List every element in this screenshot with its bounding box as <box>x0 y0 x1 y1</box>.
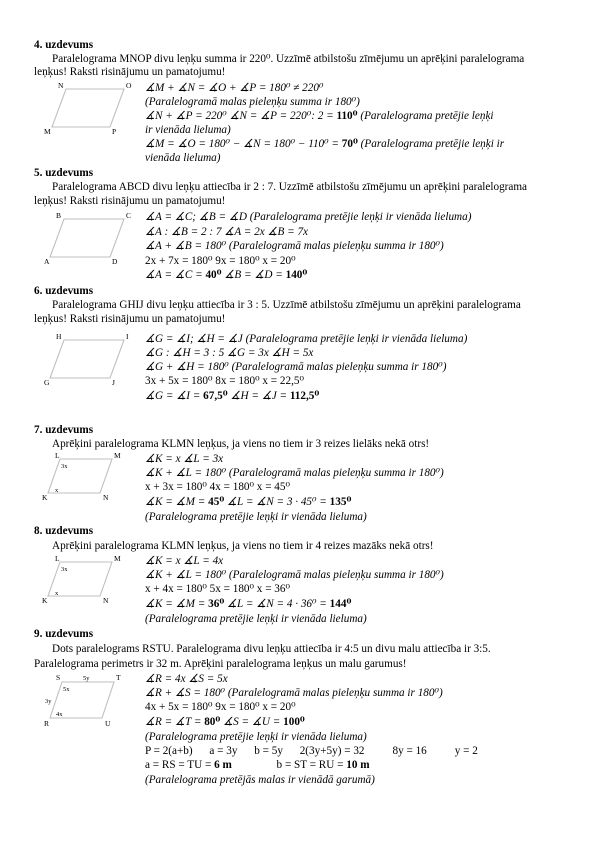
task-5-step-1: ∡A = ∡C; ∡B = ∡D (Paralelograma pretējie leņķi ir vienāda lieluma) <box>145 211 472 223</box>
task-8-heading: 8. uzdevums <box>34 525 94 537</box>
angle-label-bottom: 4x <box>56 711 63 718</box>
angle-label-top: 5x <box>63 686 70 693</box>
vertex-label-bottom-left: G <box>44 378 50 387</box>
side-label-left: 3y <box>45 698 52 705</box>
vertex-label-top-right: C <box>126 211 132 220</box>
task-6-step-2: ∡G : ∡H = 3 : 5 ∡G = 3x ∡H = 5x <box>145 347 314 359</box>
vertex-label-bottom-right: N <box>103 493 109 502</box>
task-9-prompt-line2: Paralelograma perimetrs ir 32 m. Aprēķini paralelograma leņķus un malu garumus! <box>34 658 407 670</box>
vertex-label-top-left: L <box>55 451 60 460</box>
task-7-step-4: ∡K = ∡M = 45⁰ ∡L = ∡N = 3 · 45⁰ = 135⁰ <box>145 496 352 508</box>
task-8-step-5: (Paralelograma pretējie leņķi ir vienāda lieluma) <box>145 613 367 625</box>
angle-label-bottom: x <box>55 487 59 494</box>
task-6-step-3: ∡G + ∡H = 180⁰ (Paralelogramā malas pieleņķu summa ir 180⁰) <box>145 361 447 373</box>
task-9-step-1: ∡R = 4x ∡S = 5x <box>145 673 228 685</box>
vertex-label-top-right: M <box>114 554 121 563</box>
task-9-step-2: ∡R + ∡S = 180⁰ (Paralelogramā malas pieleņķu summa ir 180⁰) <box>145 687 443 699</box>
task-4-step-2: (Paralelogramā malas pieleņķu summa ir 180⁰) <box>145 96 360 108</box>
task-6-step-5: ∡G = ∡I = 67,5⁰ ∡H = ∡J = 112,5⁰ <box>145 390 320 402</box>
task-5-step-5: ∡A = ∡C = 40⁰ ∡B = ∡D = 140⁰ <box>145 269 308 281</box>
task-5-prompt-line2: leņķus! Raksti risinājumu un pamatojumu! <box>34 195 226 207</box>
task-7-step-3: x + 3x = 180⁰ 4x = 180⁰ x = 45⁰ <box>145 481 290 493</box>
vertex-label-bottom-right: P <box>112 127 117 136</box>
angle-label-top: 3x <box>61 566 68 573</box>
task-7-heading: 7. uzdevums <box>34 424 94 436</box>
task-9-step-3: 4x + 5x = 180⁰ 9x = 180⁰ x = 20⁰ <box>145 701 296 713</box>
task-4-prompt-line1: Paralelograma MNOP divu leņķu summa ir 220⁰. Uzzīmē atbilstošu zīmējumu un aprēķini paralelograma <box>52 53 525 65</box>
angle-label-bottom: x <box>55 590 59 597</box>
task-5-parallelogram-figure <box>44 211 134 270</box>
parallelogram-shape <box>52 89 124 127</box>
angle-label-top: 3x <box>61 463 68 470</box>
task-7-step-1: ∡K = x ∡L = 3x <box>145 453 224 465</box>
task-9-prompt-line1: Dots paralelograms RSTU. Paralelograma divu leņķu attiecība ir 4:5 un divu malu attiecība ir 3:5. <box>52 643 491 655</box>
task-5-step-4: 2x + 7x = 180⁰ 9x = 180⁰ x = 20⁰ <box>145 255 296 267</box>
task-6-parallelogram-figure <box>44 332 134 391</box>
task-9-step-5: (Paralelograma pretējie leņķi ir vienāda lieluma) <box>145 731 367 743</box>
task-8-step-3: x + 4x = 180⁰ 5x = 180⁰ x = 36⁰ <box>145 583 290 595</box>
task-8-prompt: Aprēķini paralelograma KLMN leņķus, ja viens no tiem ir 4 reizes mazāks nekā otrs! <box>52 540 434 552</box>
vertex-label-top-left: B <box>56 211 62 220</box>
task-9-step-8: (Paralelograma pretējās malas ir vienādā garumā) <box>145 774 375 786</box>
task-6-step-1: ∡G = ∡I; ∡H = ∡J (Paralelograma pretējie leņķi ir vienāda lieluma) <box>145 333 468 345</box>
parallelogram-shape <box>50 340 124 378</box>
vertex-label-top-left: S <box>56 673 61 682</box>
task-5-step-2: ∡A : ∡B = 2 : 7 ∡A = 2x ∡B = 7x <box>145 226 309 238</box>
task-4-step-6: vienāda lieluma) <box>145 152 221 164</box>
parallelogram-shape <box>50 219 124 257</box>
task-7-step-5: (Paralelograma pretējie leņķi ir vienāda lieluma) <box>145 511 367 523</box>
vertex-label-bottom-left: R <box>44 719 50 728</box>
task-7-step-2: ∡K + ∡L = 180⁰ (Paralelogramā malas pieleņķu summa ir 180⁰) <box>145 467 444 479</box>
task-4-parallelogram-figure <box>44 81 134 140</box>
task-4-step-1: ∡M + ∡N = ∡O + ∡P = 180⁰ ≠ 220⁰ <box>145 82 324 94</box>
task-9-step-6: P = 2(a+b) a = 3y b = 5y 2(3y+5y) = 32 8y = 16 y = 2 <box>145 745 478 757</box>
task-8-step-2: ∡K + ∡L = 180⁰ (Paralelogramā malas pieleņķu summa ir 180⁰) <box>145 569 444 581</box>
vertex-label-bottom-right: D <box>112 257 118 266</box>
task-6-prompt-line1: Paralelograma GHIJ divu leņķu attiecība ir 3 : 5. Uzzīmē atbilstošu zīmējumu un aprēķini paralelograma <box>52 299 521 311</box>
task-5-prompt-line1: Paralelograma ABCD divu leņķu attiecība ir 2 : 7. Uzzīmē atbilstošu zīmējumu un aprēķini paralelograma <box>52 181 528 193</box>
vertex-label-bottom-left: K <box>42 596 48 605</box>
task-8-step-1: ∡K = x ∡L = 4x <box>145 555 224 567</box>
vertex-label-top-left: L <box>55 554 60 563</box>
task-9-step-7: a = RS = TU = 6 m b = ST = RU = 10 m <box>145 759 370 771</box>
task-4-step-5: ∡M = ∡O = 180⁰ − ∡N = 180⁰ − 110⁰ = 70⁰ (Paralelograma pretējie leņķi ir <box>145 138 505 150</box>
vertex-label-top-right: M <box>114 451 121 460</box>
task-4-heading: 4. uzdevums <box>34 39 94 51</box>
vertex-label-top-right: I <box>126 332 129 341</box>
task-5-heading: 5. uzdevums <box>34 167 94 179</box>
task-9-parallelogram-figure <box>44 672 134 735</box>
task-7-prompt: Aprēķini paralelograma KLMN leņķus, ja viens no tiem ir 3 reizes lielāks nekā otrs! <box>52 438 430 450</box>
task-9-heading: 9. uzdevums <box>34 628 94 640</box>
task-4-step-3: ∡N + ∡P = 220⁰ ∡N = ∡P = 220⁰: 2 = 110⁰ (Paralelograma pretējie leņķi <box>145 110 494 122</box>
vertex-label-bottom-right: N <box>103 596 109 605</box>
task-8-parallelogram-figure <box>42 555 132 614</box>
vertex-label-top-left: H <box>56 332 62 341</box>
vertex-label-top-right: T <box>116 673 121 682</box>
task-4-step-4: ir vienāda lieluma) <box>145 124 231 136</box>
vertex-label-bottom-left: K <box>42 493 48 502</box>
task-7-parallelogram-figure <box>42 452 132 511</box>
task-4-prompt-line2: leņķus! Raksti risinājumu un pamatojumu! <box>34 66 226 78</box>
task-5-step-3: ∡A + ∡B = 180⁰ (Paralelogramā malas pieleņķu summa ir 180⁰) <box>145 240 444 252</box>
task-8-step-4: ∡K = ∡M = 36⁰ ∡L = ∡N = 4 · 36⁰ = 144⁰ <box>145 598 352 610</box>
vertex-label-bottom-right: J <box>112 378 115 387</box>
vertex-label-bottom-right: U <box>105 719 111 728</box>
task-6-prompt-line2: leņķus! Raksti risinājumu un pamatojumu! <box>34 313 226 325</box>
vertex-label-top-right: O <box>126 81 132 90</box>
vertex-label-top-left: N <box>58 81 64 90</box>
side-label-top: 5y <box>83 675 90 682</box>
task-9-step-4: ∡R = ∡T = 80⁰ ∡S = ∡U = 100⁰ <box>145 716 305 728</box>
task-6-heading: 6. uzdevums <box>34 285 94 297</box>
task-6-step-4: 3x + 5x = 180⁰ 8x = 180⁰ x = 22,5⁰ <box>145 375 304 387</box>
vertex-label-bottom-left: A <box>44 257 50 266</box>
vertex-label-bottom-left: M <box>44 127 51 136</box>
